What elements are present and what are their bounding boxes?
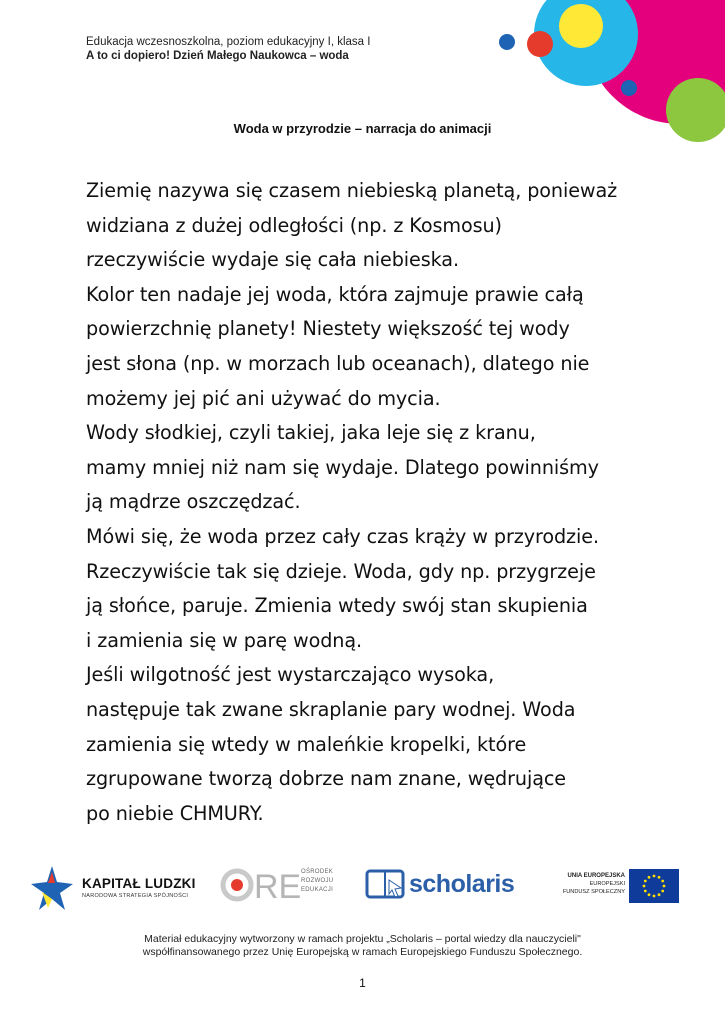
blue-tiny-circle — [621, 80, 637, 96]
header-line-2: A to ci dopiero! Dzień Małego Naukowca – woda — [86, 50, 349, 62]
eu-line: UNIA EUROPEJSKA — [567, 873, 625, 879]
text-line: rzeczywiście wydaje się cała niebieska. — [86, 248, 459, 272]
ore-line: ROZWOJU — [301, 878, 334, 884]
kapital-ludzki-subtitle: NARODOWA STRATEGIA SPÓJNOŚCI — [82, 893, 189, 899]
ore-red-dot-icon — [231, 879, 243, 891]
document-title: Woda w przyrodzie – narracja do animacji — [233, 121, 492, 136]
narration-text — [86, 174, 706, 831]
text-line: zgrupowane tworzą dobrze nam znane, wędrujące — [86, 767, 567, 791]
text-line: i zamienia się w parę wodną. — [86, 628, 363, 652]
page-number: 1 — [359, 976, 366, 990]
scholaris-logo — [367, 871, 403, 897]
text-line: Ziemię nazywa się czasem niebieską planetą, ponieważ — [86, 179, 618, 202]
kapital-ludzki-title: KAPITAŁ LUDZKI — [82, 876, 196, 891]
red-circle — [527, 31, 553, 57]
text-line: Mówi się, że woda przez cały czas krąży w przyrodzie. — [86, 524, 599, 548]
scholaris-cursor-icon — [389, 880, 401, 897]
document-footer — [0, 933, 725, 959]
text-line: Wody słodkiej, czyli takiej, jaka leje się z kranu, — [86, 421, 536, 445]
eu-flag — [629, 869, 679, 903]
ore-line: OŚRODEK — [301, 869, 334, 875]
text-line: zamienia się wtedy w maleńkie kropelki, które — [86, 732, 527, 756]
text-line: Kolor ten nadaje jej woda, która zajmuje prawie całą — [86, 282, 584, 306]
text-line: mamy mniej niż nam się wydaje. Dlatego powinniśmy — [86, 455, 599, 479]
text-line: powierzchnię planety! Niestety większość tej wody — [86, 317, 570, 341]
ore-line: EDUKACJI — [301, 887, 334, 893]
text-line: Jeśli wilgotność jest wystarczająco wysoka, — [86, 663, 495, 687]
scholaris-wordmark: scholaris — [409, 870, 515, 898]
text-line: następuje tak zwane skraplanie pary wodnej. Woda — [86, 697, 576, 721]
text-line: po niebie CHMURY. — [86, 801, 264, 825]
text-line: widziana z dużej odległości (np. z Kosmosu) — [86, 213, 502, 237]
eu-line: FUNDUSZ SPOŁECZNY — [562, 889, 625, 895]
text-line: możemy jej pić ani używać do mycia. — [86, 386, 441, 410]
kapital-ludzki-logo — [31, 866, 73, 910]
header-line-1: Edukacja wczesnoszkolna, poziom edukacyjny I, klasa I — [86, 36, 371, 48]
blue-small-circle — [499, 34, 515, 50]
eu-wordmark — [553, 872, 625, 896]
decorative-circles — [0, 0, 725, 160]
text-line: ją mądrze oszczędzać. — [86, 490, 301, 514]
ore-wordmark — [301, 868, 333, 895]
eu-line: EUROPEJSKI — [589, 881, 625, 887]
text-line: Rzeczywiście tak się dzieje. Woda, gdy np. przygrzeje — [86, 559, 596, 583]
ore-logo — [223, 868, 301, 906]
footer-line-2: współfinansowanego przez Unię Europejską w ramach Europejskiego Funduszu Społecznego. — [142, 946, 583, 958]
document-header — [86, 35, 370, 63]
yellow-circle — [559, 4, 603, 48]
footer-line-1: Materiał edukacyjny wytworzony w ramach projektu „Scholaris – portal wiedzy dla nauczycieli" — [144, 933, 581, 945]
eu-flag-icon — [629, 869, 679, 903]
text-line: ją słońce, paruje. Zmienia wtedy swój stan skupienia — [86, 594, 588, 618]
text-line: jest słona (np. w morzach lub oceanach), dlatego nie — [86, 351, 590, 375]
ore-letters: RE — [254, 868, 302, 906]
kapital-ludzki-wordmark — [82, 876, 196, 899]
